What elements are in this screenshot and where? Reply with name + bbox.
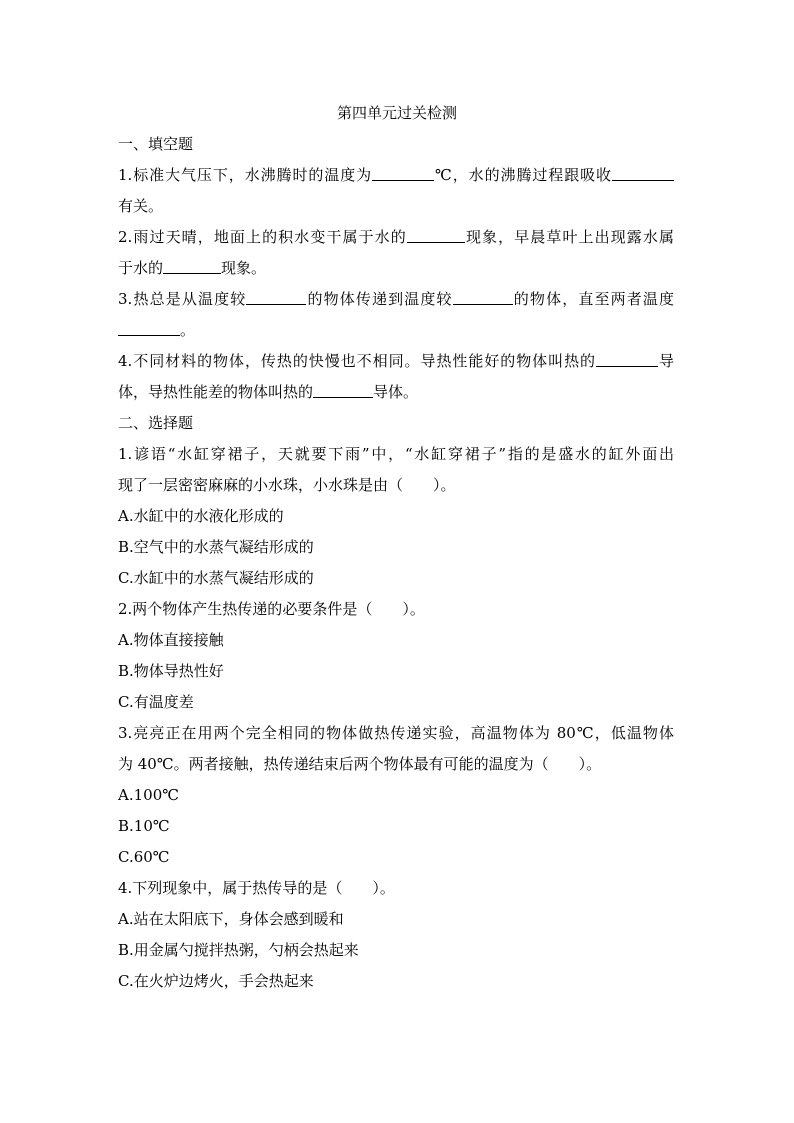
mc-q1-option-a[interactable]: A.水缸中的水液化形成的 [118,507,284,525]
mc-q1-option-b[interactable]: B.空气中的水蒸气凝结形成的 [118,538,314,556]
question-text: 的物体，直至两者温度 [512,290,674,308]
answer-blank[interactable] [118,318,180,336]
fill-q3-line2 [118,315,674,346]
mc-q1-stem-line2: 现了一层密密麻麻的小水珠，小水珠是由（ ）。 [118,476,456,494]
answer-blank[interactable] [372,163,434,181]
question-text: 于水的 [118,259,164,277]
answer-blank[interactable] [246,287,306,305]
question-text: 1.标准大气压下，水沸腾时的温度为 [118,166,373,184]
fill-q3-line1 [118,284,674,315]
fill-q2-line2 [118,253,674,284]
answer-blank[interactable] [313,380,373,398]
fill-q4-line2 [118,377,674,408]
answer-blank[interactable] [407,225,465,243]
fill-q2-line1 [118,222,674,253]
answer-blank[interactable] [612,163,674,181]
mc-q1-stem-line1: 1.谚语“水缸穿裙子，天就要下雨”中，“水缸穿裙子”指的是盛水的缸外面出 [118,445,674,463]
question-text: 。 [180,321,196,339]
mc-q4-option-b[interactable]: B.用金属勺搅拌热粥，勺柄会热起来 [118,941,359,959]
mc-q3-stem-line2: 为 40℃。两者接触，热传递结束后两个物体最有可能的温度为（ ）。 [118,755,602,773]
question-text: 现象，早晨草叶上出现露水属 [464,228,674,246]
mc-q2-option-b[interactable]: B.物体导热性好 [118,662,224,680]
mc-q2-option-a[interactable]: A.物体直接接触 [118,631,224,649]
question-text: 的物体传递到温度较 [306,290,453,308]
question-text: 体，导热性能差的物体叫热的 [118,383,314,401]
question-text: 3.热总是从温度较 [118,290,247,308]
fill-q1-line1 [118,160,674,191]
question-text: 有关。 [118,197,164,215]
mc-q1-option-c[interactable]: C.水缸中的水蒸气凝结形成的 [118,569,314,587]
mc-q3-stem-line1: 3.亮亮正在用两个完全相同的物体做热传递实验，高温物体为 80℃，低温物体 [118,724,674,742]
mc-q3-option-b[interactable]: B.10℃ [118,817,170,835]
mc-q4-stem: 4.下列现象中，属于热传导的是（ ）。 [118,879,395,897]
mc-q4-option-a[interactable]: A.站在太阳底下，身体会感到暖和 [118,910,344,928]
mc-q2-stem: 2.两个物体产生热传递的必要条件是（ ）。 [118,600,425,618]
section-heading-fill-blank: 一、填空题 [118,135,194,153]
question-text: 导体。 [373,383,419,401]
question-text: 4.不同材料的物体，传热的快慢也不相同。导热性能好的物体叫热的 [118,352,597,370]
page-title: 第四单元过关检测 [336,104,457,122]
mc-q3-option-c[interactable]: C.60℃ [118,848,170,866]
question-text: 导 [658,352,674,370]
question-text: 现象。 [221,259,267,277]
answer-blank[interactable] [163,256,221,274]
worksheet-content [118,129,674,997]
section-heading-multiple-choice: 二、选择题 [118,414,194,432]
question-text: 2.雨过天晴，地面上的积水变干属于水的 [118,228,407,246]
mc-q4-option-c[interactable]: C.在火炉边烤火，手会热起来 [118,972,314,990]
mc-q2-option-c[interactable]: C.有温度差 [118,693,194,711]
question-text: ℃，水的沸腾过程跟吸收 [434,166,612,184]
answer-blank[interactable] [596,349,658,367]
answer-blank[interactable] [453,287,513,305]
mc-q3-option-a[interactable]: A.100℃ [118,786,180,804]
fill-q4-line1 [118,346,674,377]
fill-q1-line2 [118,191,674,222]
